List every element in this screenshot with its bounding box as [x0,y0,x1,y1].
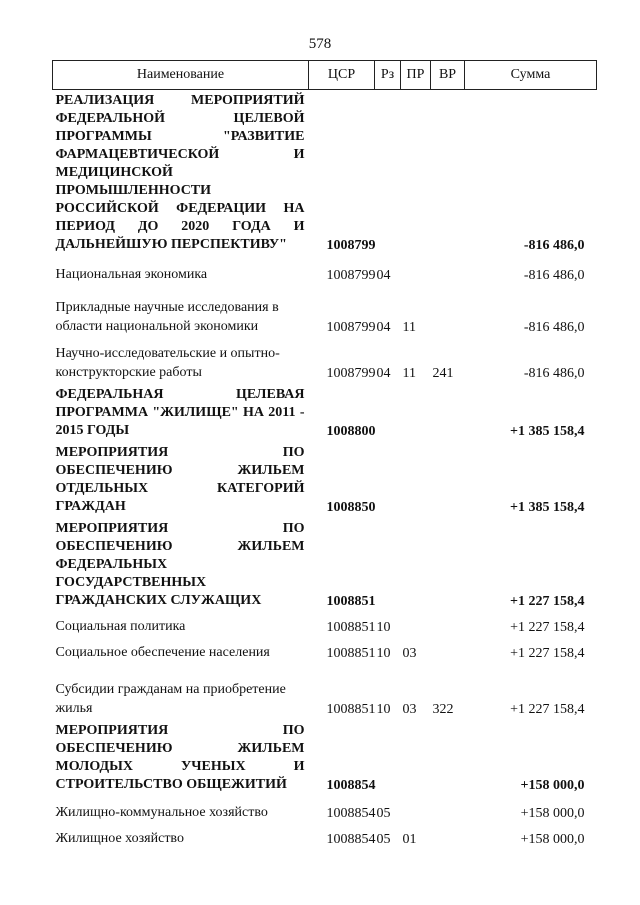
row-rz: 10 [376,646,391,661]
row-sum: +1 227 158,4 [510,620,585,635]
table-body [53,90,597,849]
row-name: Научно-исследовательские и опытно-конструкторские работы [55,346,280,380]
row-vr [431,822,465,848]
table-row [53,516,597,610]
table-row [53,254,597,284]
row-name: МЕРОПРИЯТИЯ ПО ОБЕСПЕЧЕНИЮ ЖИЛЬЕМ ОТДЕЛЬНЫХ КАТЕГОРИЙ ГРАЖДАН [55,445,305,514]
row-csr: 1008799 [326,268,376,283]
row-rz [375,718,401,794]
row-sum: +158 000,0 [520,806,585,821]
row-name: МЕРОПРИЯТИЯ ПО ОБЕСПЕЧЕНИЮ ЖИЛЬЕМ ФЕДЕРАЛЬНЫХ ГОСУДАРСТВЕННЫХ ГРАЖДАНСКИХ СЛУЖАЩИХ [55,521,305,608]
table-row [53,718,597,794]
row-rz: 04 [376,320,391,335]
row-sum: +1 227 158,4 [510,646,585,661]
row-csr: 1008850 [326,500,376,515]
row-rz [375,382,401,440]
header-csr: ЦСР [309,61,375,90]
row-vr [431,284,465,336]
row-csr: 1008851 [326,646,376,661]
row-csr: 1008799 [326,320,376,335]
table-row [53,794,597,822]
header-rz: Рз [375,61,401,90]
row-sum: +1 227 158,4 [510,594,585,609]
row-vr [431,718,465,794]
row-vr: 241 [432,366,454,381]
row-sum: -816 486,0 [523,238,585,253]
row-pr [401,382,431,440]
row-name: Социальное обеспечение населения [55,645,270,660]
row-rz [375,516,401,610]
table-row [53,440,597,516]
table-row [53,382,597,440]
row-vr [431,254,465,284]
row-rz: 10 [376,702,391,717]
row-sum: +158 000,0 [520,832,585,847]
page-number: 578 [308,36,332,52]
row-rz: 05 [376,832,391,847]
row-rz [375,90,401,255]
row-sum: +1 385 158,4 [510,424,585,439]
row-name: Социальная политика [55,619,186,634]
row-sum: -816 486,0 [523,366,585,381]
row-rz: 04 [376,366,391,381]
row-name: Национальная экономика [55,267,208,282]
row-name: Субсидии гражданам на приобретение жилья [55,682,286,716]
row-csr: 1008851 [326,594,376,609]
row-name: РЕАЛИЗАЦИЯ МЕРОПРИЯТИЙ ФЕДЕРАЛЬНОЙ ЦЕЛЕВОЙ ПРОГРАММЫ "РАЗВИТИЕ ФАРМАЦЕВТИЧЕСКОЙ И МЕДИЦИНСКОЙ ПРОМЫШЛЕННОСТИ РОССИЙСКОЙ ФЕДЕРАЦИИ НА ПЕРИОД ДО 2020 ГОДА И ДАЛЬНЕЙШУЮ ПЕРСПЕКТИВУ" [55,93,305,252]
row-pr: 03 [402,646,417,661]
row-vr [431,90,465,255]
row-vr [431,610,465,636]
row-csr: 1008854 [326,832,376,847]
row-pr [401,440,431,516]
row-csr: 1008799 [326,238,376,253]
row-pr [401,610,431,636]
row-pr [401,718,431,794]
row-sum: +1 227 158,4 [510,702,585,717]
row-csr: 1008799 [326,366,376,381]
table-row [53,610,597,636]
row-rz: 10 [376,620,391,635]
row-name: Жилищное хозяйство [55,831,184,846]
row-vr [431,440,465,516]
row-pr: 01 [402,832,417,847]
row-rz [375,440,401,516]
row-vr [431,636,465,662]
row-csr: 1008854 [326,778,376,793]
table-row [53,284,597,336]
row-pr: 03 [402,702,417,717]
row-pr [401,516,431,610]
row-rz: 04 [376,268,391,283]
row-csr: 1008851 [326,702,376,717]
row-csr: 1008854 [326,806,376,821]
row-csr: 1008800 [326,424,376,439]
row-pr [401,794,431,822]
row-csr: 1008851 [326,620,376,635]
row-sum: +158 000,0 [520,778,585,793]
budget-table [52,60,597,848]
row-vr [431,794,465,822]
row-vr [431,382,465,440]
row-pr: 11 [402,320,416,335]
header-vr: ВР [431,61,465,90]
table-row [53,336,597,382]
row-name: МЕРОПРИЯТИЯ ПО ОБЕСПЕЧЕНИЮ ЖИЛЬЕМ МОЛОДЫХ УЧЕНЫХ И СТРОИТЕЛЬСТВО ОБЩЕЖИТИЙ [55,723,305,792]
table-row [53,90,597,255]
header-sum: Сумма [465,61,597,90]
row-sum: -816 486,0 [523,320,585,335]
row-name: Жилищно-коммунальное хозяйство [55,805,268,820]
row-sum: -816 486,0 [523,268,585,283]
table-header [53,61,597,90]
row-rz: 05 [376,806,391,821]
row-pr [401,90,431,255]
header-name: Наименование [53,61,309,90]
header-pr: ПР [401,61,431,90]
row-vr [431,516,465,610]
row-sum: +1 385 158,4 [510,500,585,515]
row-name: ФЕДЕРАЛЬНАЯ ЦЕЛЕВАЯ ПРОГРАММА "ЖИЛИЩЕ" НА 2011 - 2015 ГОДЫ [55,387,305,438]
row-pr: 11 [402,366,416,381]
row-vr: 322 [432,702,454,717]
table-row [53,822,597,848]
table-row [53,662,597,718]
row-name: Прикладные научные исследования в области национальной экономики [55,300,279,334]
row-pr [401,254,431,284]
table-row [53,636,597,662]
